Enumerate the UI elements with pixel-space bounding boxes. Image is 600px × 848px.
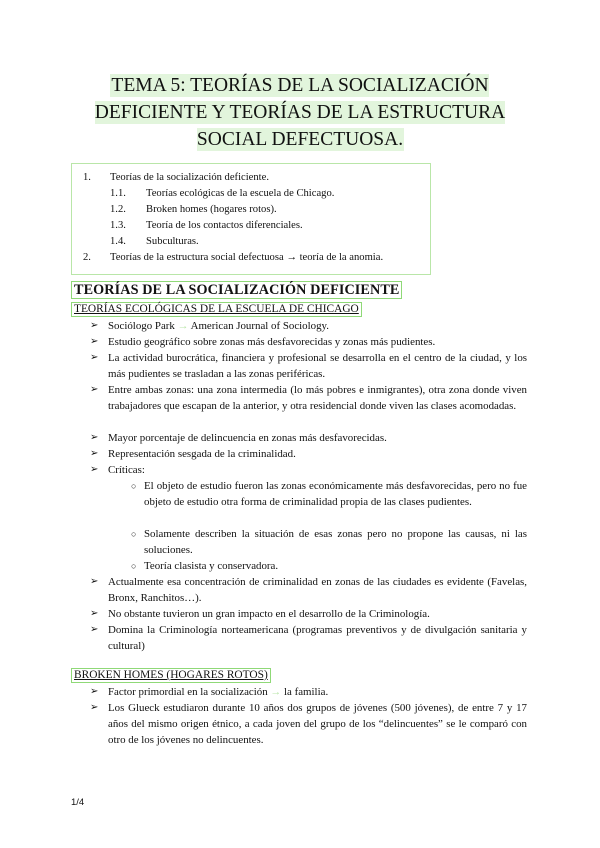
- sub-bullet-item: ○ Teoría clasista y conservadora.: [131, 560, 279, 572]
- subsection-heading: BROKEN HOMES (HOGARES ROTOS): [71, 668, 271, 683]
- bullet-item: ➢ Actualmente esa concentración de criminalidad en zonas de las ciudades es evidente (Favelas, Bronx, Ranchitos…).: [90, 576, 527, 604]
- bullet-arrow-icon: ➢: [90, 608, 99, 619]
- bullet-item: ➢ No obstante tuvieron un gran impacto en el desarrollo de la Criminología.: [90, 608, 430, 620]
- page-number: 1/4: [71, 797, 85, 808]
- table-of-contents: 1. Teorías de la socialización deficiente. 1.1. Teorías ecológicas de la escuela de Chicago. 1.2. Broken homes (hogares rotos). 1.3. Teoría de los contactos diferenciales. 1.4. Subculturas. 2. Teorías de la estructura social defectuosa → teoría de la anomia.: [71, 163, 431, 275]
- bullet-arrow-icon: ➢: [90, 576, 99, 587]
- bullet-arrow-icon: ➢: [90, 320, 99, 331]
- bullet-item: ➢ Entre ambas zonas: una zona intermedia (lo más pobres e inmigrantes), otra zona donde viven trabajadores que escapan de la anterior, y otra residencial donde viven las clases acomodadas.: [90, 384, 527, 412]
- bullet-item: ➢ Mayor porcentaje de delincuencia en zonas más desfavorecidas.: [90, 432, 387, 444]
- bullet-item: ➢ Domina la Criminología norteamericana (programas preventivos y de divulgación sanitaria y cultural): [90, 624, 527, 652]
- bullet-item: ➢ Representación sesgada de la criminalidad.: [90, 448, 296, 460]
- bullet-item: ➢ Factor primordial en la socialización → la familia.: [90, 686, 329, 698]
- circle-bullet-icon: ○: [131, 529, 137, 539]
- bullet-arrow-icon: ➢: [90, 624, 99, 635]
- right-arrow-icon: →: [177, 320, 189, 332]
- page-title: TEMA 5: TEORÍAS DE LA SOCIALIZACIÓN DEFICIENTE Y TEORÍAS DE LA ESTRUCTURA SOCIAL DEFECTUOSA.: [94, 75, 506, 150]
- bullet-arrow-icon: ➢: [90, 702, 99, 713]
- bullet-arrow-icon: ➢: [90, 352, 99, 363]
- bullet-item: ➢ Estudio geográfico sobre zonas más desfavorecidas y zonas más pudientes.: [90, 336, 436, 348]
- bullet-item: ➢ La actividad burocrática, financiera y profesional se desarrolla en el centro de la ciudad, y los más pudientes se trasladan a las zonas periféricas.: [90, 352, 527, 380]
- subsection-heading: TEORÍAS ECOLÓGICAS DE LA ESCUELA DE CHICAGO: [71, 302, 362, 317]
- sub-bullet-item: ○ El objeto de estudio fueron las zonas económicamente más desfavorecidas, pero no fue objeto de estudio otra forma de criminalidad propia de las clases pudientes.: [131, 480, 527, 508]
- bullet-item: ➢ Sociólogo Park → American Journal of Sociology.: [90, 320, 330, 332]
- bullet-item: ➢ Críticas:: [90, 464, 145, 476]
- sub-bullet-item: ○ Solamente describen la situación de esas zonas pero no propone las causas, ni las soluciones.: [131, 528, 527, 556]
- circle-bullet-icon: ○: [131, 561, 137, 571]
- bullet-item: ➢ Los Glueck estudiaron durante 10 años dos grupos de jóvenes (500 jóvenes), de entre 7 y 17 años del mismo origen étnico, a cada joven del grupo de los “delincuentes” se le comparó con otro de los jóvenes no delincuentes.: [90, 702, 527, 746]
- bullet-arrow-icon: ➢: [90, 384, 99, 395]
- right-arrow-icon: →: [270, 686, 282, 698]
- circle-bullet-icon: ○: [131, 481, 137, 491]
- bullet-arrow-icon: ➢: [90, 432, 99, 443]
- section-heading: TEORÍAS DE LA SOCIALIZACIÓN DEFICIENTE: [71, 281, 402, 299]
- bullet-arrow-icon: ➢: [90, 448, 99, 459]
- bullet-arrow-icon: ➢: [90, 336, 99, 347]
- bullet-arrow-icon: ➢: [90, 464, 99, 475]
- bullet-arrow-icon: ➢: [90, 686, 99, 697]
